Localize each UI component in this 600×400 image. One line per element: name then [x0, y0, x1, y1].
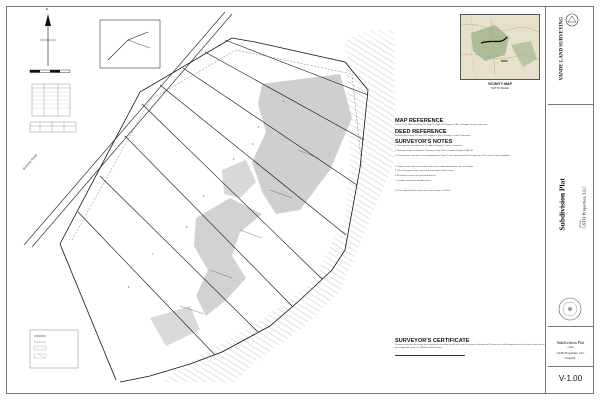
surveyors-note: 6. All distances shown are ground distances. [395, 174, 437, 177]
surveyors-note: 1. This property is located in the Tax Map of Grainger County, Tennessee. [395, 145, 463, 148]
deed-reference-heading: DEED REFERENCE [395, 128, 447, 135]
notes-column [395, 118, 545, 195]
hatched-area-top [345, 30, 395, 40]
vicinity-map-label [460, 82, 540, 90]
line-table [32, 84, 70, 116]
map-reference-text: Parcel 37.01, Harris Property, Plat Book 22, Page 30, Register's Office, Grainger County, Tennessee. [395, 124, 488, 126]
north-arrow-icon [40, 14, 56, 66]
divider [548, 366, 593, 367]
surveyors-note: 3. This property is located in areas designated as Zone X, areas determined to be outside the 0.2% annual chance floodplain. [395, 154, 511, 157]
bottom-owner: GSTD Properties, LLC [556, 351, 585, 355]
surveyors-certificate [395, 338, 545, 356]
north-label: N [46, 8, 48, 11]
sheet-number: V-1.00 [558, 374, 583, 383]
surveyors-note: 2. Bearings shown are based on Tennessee State Plane Coordinate System NAD 83. [395, 150, 474, 153]
bottom-title: Subdivision Plat [556, 340, 585, 345]
lot-label: 7 [152, 253, 154, 256]
surveyors-notes-heading: SURVEYOR'S NOTES [395, 139, 453, 146]
wooded-area-upper [252, 74, 352, 214]
surveyors-note: 7. Grainger County Zoning: Agricultural. [395, 179, 432, 182]
vicinity-map-scale: NOT TO SCALE [491, 87, 509, 90]
deed-reference-text: Warranty Deed, Book 3, Page 224, Register's Office, Grainger County, Tennessee. [395, 134, 471, 137]
firm-name: VANDE LAND SURVEYING [559, 16, 565, 81]
surveyors-note: 4. Utilities shown hereon have been taken from visible observations and record maps. [395, 165, 474, 168]
scale-bar [30, 70, 70, 73]
wooded-area-mid [222, 160, 256, 198]
map-reference-heading: MAP REFERENCE [395, 118, 444, 124]
lot-label: 1 [283, 100, 285, 103]
lot-label: 4 [233, 158, 235, 161]
owner-name: GSTD Properties, LLC [581, 185, 587, 229]
vicinity-map-title: VICINITY MAP [487, 82, 513, 86]
lot-label: 8 [128, 286, 130, 289]
surveyors-note: 8. The unadjusted ratio of precision of this survey is 1:10000. [395, 190, 451, 193]
boundary-west [60, 244, 116, 380]
road-name: Bowman Road [21, 153, 38, 171]
drawing-title: Subdivision Plat [557, 178, 567, 231]
certificate-heading: SURVEYOR'S CERTIFICATE [395, 338, 470, 344]
lot-label: 5 [203, 195, 205, 198]
site-label: SITE [501, 59, 508, 63]
surveyor-seal-icon [557, 296, 583, 322]
legend-box [30, 330, 78, 368]
vicinity-map [460, 14, 540, 80]
bottom-of-the: of the [567, 346, 574, 349]
bottom-property: Property [565, 356, 576, 360]
lot-label: 3 [252, 143, 254, 146]
signature-line [395, 355, 465, 356]
key-map-inset [100, 20, 160, 68]
firm-logo-icon [564, 12, 580, 28]
of-the-label: of the [578, 220, 582, 228]
divider [548, 326, 593, 327]
curve-table [30, 122, 76, 132]
certificate-text: I hereby certify that this survey was performed in accordance with the current Tennessee Standards of Practice for Land Surveying and that the ratio of precision of the unadjusted survey is 1:10000 as shown hereon. [395, 344, 545, 349]
surveyors-note: 5. Other Surveys or Plats used in the preparation of this survey. [395, 170, 454, 173]
lot-label: 2 [258, 126, 260, 129]
lot-label: 6 [186, 226, 188, 229]
wooded-area-lower [194, 198, 262, 316]
wooded-area-bottom [150, 306, 200, 346]
title-block [545, 6, 594, 394]
vicinity-map-graphic [461, 15, 540, 80]
divider [548, 104, 593, 105]
